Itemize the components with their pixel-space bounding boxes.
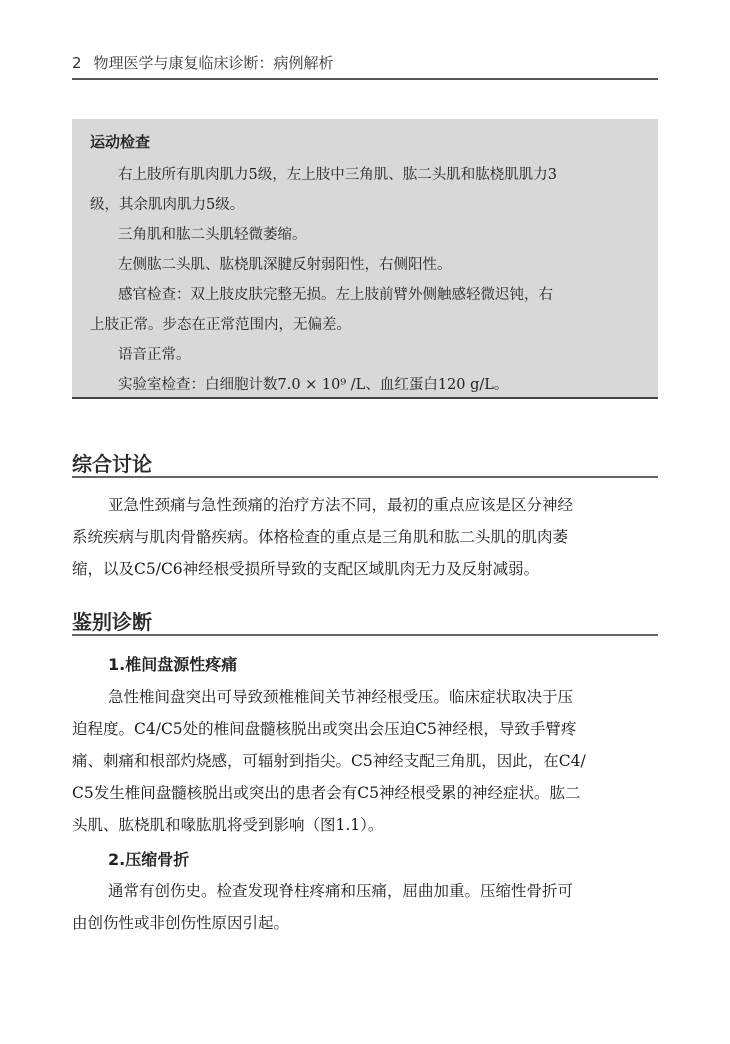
book-title: 物理医学与康复临床诊断：病例解析: [93, 54, 334, 72]
section-title-discussion: 综合讨论: [72, 452, 152, 476]
section-rule: [72, 634, 658, 636]
paragraph-line: 亚急性颈痛与急性颈痛的治疗方法不同，最初的重点应该是区分神经: [108, 496, 574, 514]
exam-line: 左侧肱二头肌、肱桡肌深腱反射弱阳性，右侧阳性。: [118, 257, 452, 273]
paragraph-line: 由创伤性或非创伤性原因引起。: [72, 914, 290, 932]
paragraph-line: C5发生椎间盘髓核脱出或突出的患者会有C5神经根受累的神经症状。肱二: [72, 784, 581, 802]
exam-box: [72, 119, 658, 399]
exam-line: 实验室检查：白细胞计数7.0 × 10⁹ /L、血红蛋白120 g/L。: [118, 377, 509, 393]
exam-line: 三角肌和肱二头肌轻微萎缩。: [118, 227, 307, 243]
section-rule: [72, 476, 658, 478]
running-header: [72, 52, 658, 78]
exam-line: 语音正常。: [118, 347, 191, 363]
exam-line: 感官检查：双上肢皮肤完整无损。左上肢前臂外侧触感轻微迟钝，右: [118, 287, 553, 303]
paragraph-line: 痛、刺痛和根部灼烧感，可辐射到指尖。C5神经支配三角肌，因此，在C4/: [72, 752, 586, 770]
section-title-differential: 鉴别诊断: [72, 610, 152, 634]
page-number: 2: [72, 54, 82, 72]
exam-line: 级，其余肌肉肌力5级。: [90, 197, 245, 213]
paragraph-line: 系统疾病与肌肉骨骼疾病。体格检查的重点是三角肌和肱二头肌的肌肉萎: [72, 528, 569, 546]
subsection-title-disc-pain: 1.椎间盘源性疼痛: [108, 655, 238, 674]
subsection-title-compression-fracture: 2.压缩骨折: [108, 850, 190, 869]
paragraph-line: 头肌、肱桡肌和喙肱肌将受到影响（图1.1）。: [72, 816, 384, 834]
exam-box-title: 运动检查: [90, 133, 151, 151]
paragraph-line: 缩，以及C5/C6神经根受损所导致的支配区域肌肉无力及反射减弱。: [72, 560, 540, 578]
header-rule: [72, 78, 658, 80]
paragraph-line: 迫程度。C4/C5处的椎间盘髓核脱出或突出会压迫C5神经根，导致手臂疼: [72, 720, 577, 738]
exam-line: 上肢正常。步态在正常范围内，无偏差。: [90, 317, 351, 333]
paragraph-line: 急性椎间盘突出可导致颈椎椎间关节神经根受压。临床症状取决于压: [108, 688, 574, 706]
paragraph-line: 通常有创伤史。检查发现脊柱疼痛和压痛，屈曲加重。压缩性骨折可: [108, 882, 574, 900]
exam-line: 右上肢所有肌肉肌力5级，左上肢中三角肌、肱二头肌和肱桡肌肌力3: [118, 167, 557, 183]
